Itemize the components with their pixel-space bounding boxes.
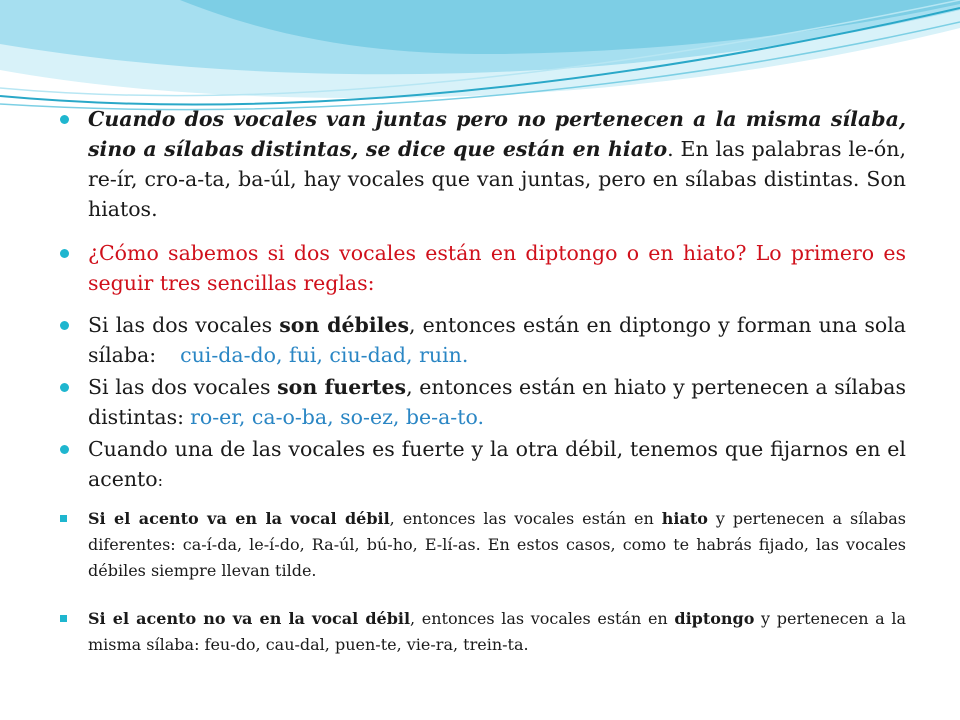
- header-wave-decoration: [0, 0, 960, 120]
- rule-bold-text: son débiles: [279, 313, 410, 337]
- rule-text: Si las dos vocales: [88, 313, 280, 337]
- rule-text: Si las dos vocales: [88, 375, 278, 399]
- bullet-question: [56, 238, 906, 298]
- slide-body: [56, 104, 906, 658]
- hiato-definition-italic: Cuando dos vocales van juntas pero no pertenecen a la misma sílaba, sino a sílabas distintas, se dice que están en hiato: [88, 107, 906, 161]
- bullet-dot-icon: [60, 383, 69, 392]
- subrule-text: , entonces las vocales están en: [389, 509, 662, 528]
- subrule-text: y pertenecen a la misma sílaba: feu-do, cau-dal, puen-te, vie-ra, trein-ta.: [88, 609, 907, 654]
- question-text: ¿Cómo sabemos si dos vocales están en diptongo o en hiato? Lo primero es seguir tres sencillas reglas:: [88, 241, 906, 295]
- rule-examples: cui-da-do, fui, ciu-dad, ruin.: [180, 343, 469, 367]
- bullet-rule-mixed-vowels: [56, 434, 906, 496]
- rule-text: , entonces están en hiato y pertenecen a sílabas distintas:: [88, 375, 906, 429]
- bullet-rule-strong-vowels: [56, 372, 906, 432]
- bullet-square-icon: [60, 615, 67, 622]
- bullet-square-icon: [60, 515, 67, 522]
- rule-bold-text: son fuertes: [277, 375, 407, 399]
- hiato-examples-text: . En las palabras le-ón, re-ír, cro-a-ta, ba-úl, hay vocales que van juntas, pero en sílabas distintas. Son hiatos.: [88, 137, 906, 221]
- bullet-dot-icon: [60, 321, 69, 330]
- subrule-bold-text: Si el acento no va en la vocal débil: [88, 609, 411, 628]
- rule-end-colon: :: [157, 471, 164, 490]
- rule-examples: ro-er, ca-o-ba, so-ez, be-a-to.: [190, 405, 484, 429]
- bullet-rule-weak-vowels: [56, 310, 906, 370]
- bullet-dot-icon: [60, 115, 69, 124]
- subrule-bold-term: diptongo: [674, 609, 755, 628]
- subrule-text: y pertenecen a sílabas diferentes: ca-í-da, le-í-do, Ra-úl, bú-ho, E-lí-as. En estos casos, como te habrás fijado, las vocales débiles siempre llevan tilde.: [88, 509, 907, 580]
- bullet-hiato-definition: [56, 104, 906, 224]
- subrule-bold-term: hiato: [661, 509, 708, 528]
- subrule-text: , entonces las vocales están en: [410, 609, 675, 628]
- subrule-bold-text: Si el acento va en la vocal débil: [88, 509, 390, 528]
- bullet-dot-icon: [60, 249, 69, 258]
- subbullet-accent-on-weak: [56, 506, 906, 584]
- subbullet-accent-not-on-weak: [56, 606, 906, 658]
- bullet-dot-icon: [60, 445, 69, 454]
- rule-text: , entonces están en diptongo y forman una sola sílaba:: [88, 313, 906, 367]
- rule-text: Cuando una de las vocales es fuerte y la otra débil, tenemos que fijarnos en el acento: [88, 437, 906, 491]
